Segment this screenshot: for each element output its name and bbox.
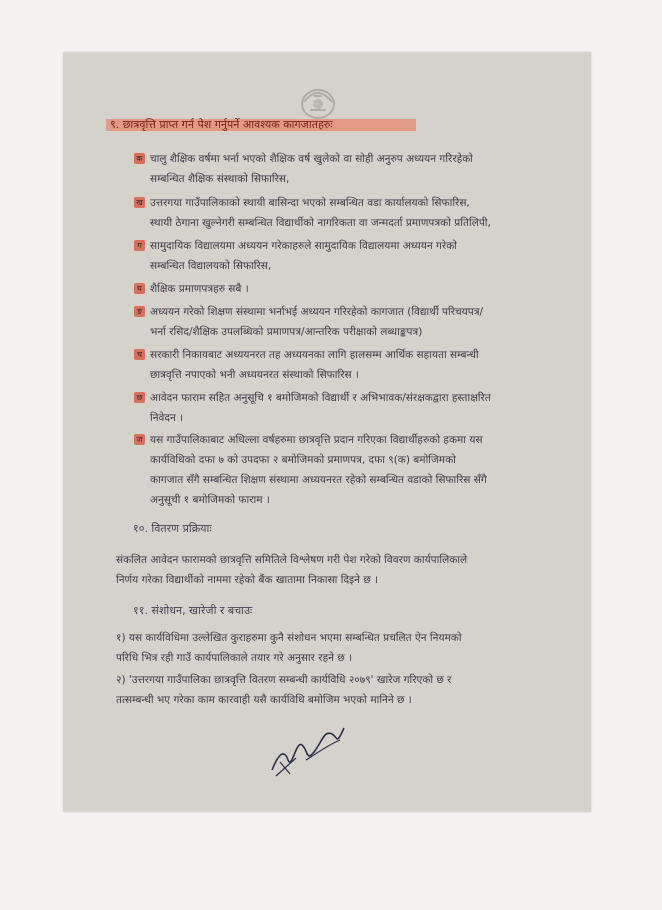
item-line: निवेदन । [150,412,184,424]
item-marker: क [134,153,145,164]
item-marker: च [134,349,145,360]
item-marker: ख [134,197,145,208]
item-line: यस गाउँपालिकाबाट अधिल्ला वर्षहरुमा छात्रवृत्ति प्रदान गरिएका विद्यार्थीहरुको हकमा यस [150,434,483,446]
item-line: स्थायी ठेगाना खुल्नेगरी सम्बन्धित विद्यार्थीको नागरिकता वा जन्मदर्ता प्रमाणपत्रको प्रतिलिपी, [150,217,491,229]
item-line: सम्बन्धित शैक्षिक संस्थाको सिफारिस, [150,173,290,185]
item-line: छात्रवृत्ति नपाएको भनी अध्ययनरत संस्थाको सिफारिस । [150,369,359,381]
item-marker: छ [134,392,145,403]
section-9-heading: ९. छात्रवृत्ति प्राप्त गर्न पेश गर्नुपर्ने आवश्यक कागजातहरुः [110,118,333,131]
item-line: आवेदन फाराम सहित अनुसूचि १ बमोजिमको विद्यार्थी र अभिभावक/संरक्षकद्वारा हस्ताक्षरित [150,392,491,404]
item-marker: ग [134,240,145,251]
item-line: सम्बन्धित विद्यालयको सिफारिस, [150,260,272,272]
item-line: सरकारी निकायबाट अध्ययनरत तह अध्ययनका लागि हालसम्म आर्थिक सहायता सम्बन्धी [150,349,479,361]
item-marker: ङ [134,306,145,317]
handwritten-signature [266,700,356,780]
item-line: सामुदायिक विद्यालयमा अध्ययन गरेकाहरुले सामुदायिक विद्यालयमा अध्ययन गरेको [150,240,457,252]
paragraph-line: संकलित आवेदन फारामको छात्रवृत्ति समितिले विश्लेषण गरी पेश गरेको विवरण कार्यपालिकाले [116,554,468,566]
item-line: चालु शैक्षिक वर्षमा भर्ना भएको शैक्षिक वर्ष खुलेको वा सोही अनुरुप अध्ययन गरिरहेको [150,153,473,165]
paragraph-line: २) 'उत्तरगया गाउँपालिका छात्रवृत्ति वितरण सम्बन्धी कार्यविधि २०७९' खारेज गरिएको छ र [116,674,452,686]
item-line: उत्तरगया गाउँपालिकाको स्थायी बासिन्दा भएको सम्बन्धित वडा कार्यालयको सिफारिस, [150,197,470,209]
item-marker: घ [134,283,145,294]
item-line: अनुसूची १ बमोजिमको फाराम । [150,494,270,506]
item-line: अध्ययन गरेको शिक्षण संस्थामा भर्नाभई अध्ययन गरिरहेको कागजात (विद्यार्थी परिचयपत्र/ [150,306,484,318]
item-line: शैक्षिक प्रमाणपत्रहरु सबै । [150,283,249,295]
item-line: कागजात सँगै सम्बन्धित शिक्षण संस्थामा अध्ययनरत रहेको सम्बन्धित वडाको सिफारिस सँगै [150,474,487,486]
item-marker: ज [134,434,145,445]
item-line: कार्यविधिको दफा ७ को उपदफा २ बमोजिमको प्रमाणपत्र, दफा ९(क) बमोजिमको [150,454,456,466]
item-line: भर्ना रसिद/शैक्षिक उपलब्धिको प्रमाणपत्र/आन्तरिक परीक्षाको लब्धाङ्कपत्र) [150,326,423,338]
paragraph-line: निर्णय गरेका विद्यार्थीको नाममा रहेको बैंक खातामा निकासा दिइने छ । [116,574,379,586]
paragraph-line: तत्सम्बन्धी भए गरेका काम कारवाही यसै कार्यविधि बमोजिम भएको मानिने छ । [116,694,412,706]
section-11-heading: ११. संशोधन, खारेजी र बचाउः [133,604,253,617]
section-10-heading: १०. वितरण प्रक्रियाः [133,522,212,535]
paragraph-line: परिधि भित्र रही गाउँ कार्यपालिकाले तयार गरे अनुसार रहने छ । [116,652,352,664]
paragraph-line: १) यस कार्यविधिमा उल्लेखित कुराहरुमा कुनै संशोधन भएमा सम्बन्धित प्रचलित ऐन नियमको [116,632,462,644]
